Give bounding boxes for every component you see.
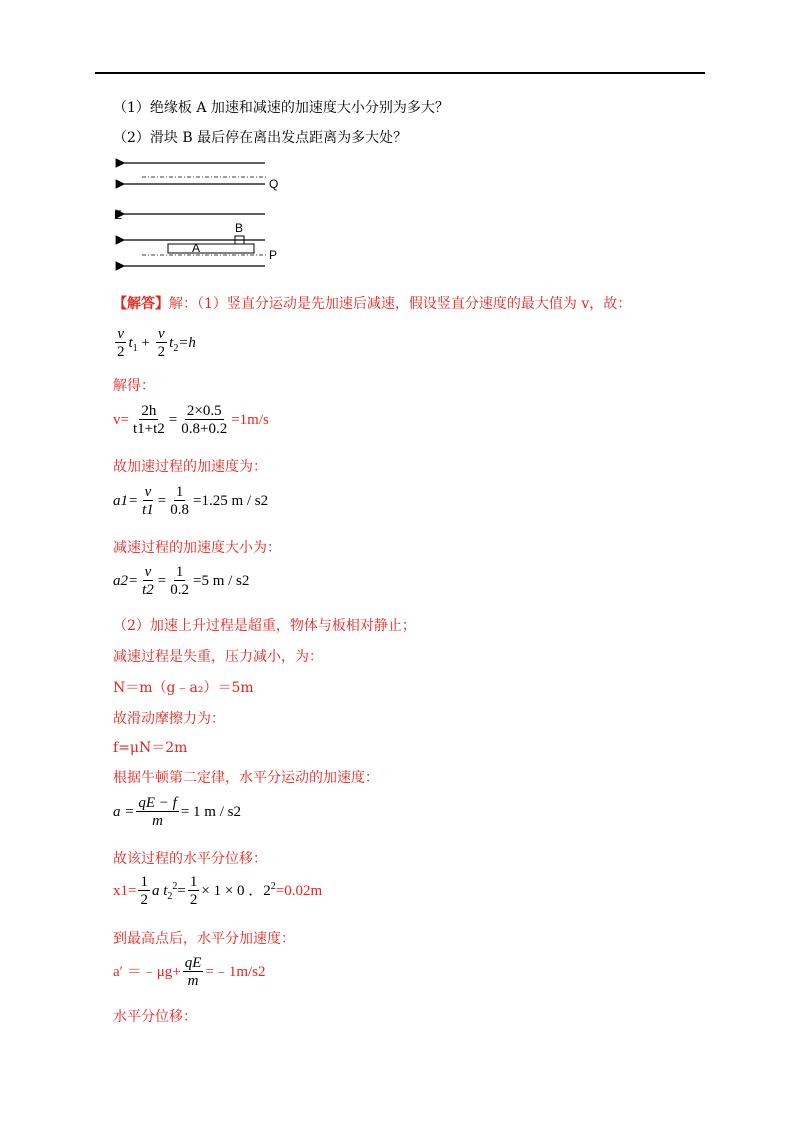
- question-2: （2）滑块 B 最后停在离出发点距离为多大处？: [113, 130, 408, 146]
- plate-a: [168, 244, 254, 253]
- answer-intro-line: [113, 295, 631, 313]
- horiz-label: 水平分位移：: [113, 1009, 197, 1025]
- decel-label: 减速过程的加速度大小为：: [113, 540, 281, 556]
- equation-7: a′ ＝﹣μg+ $\frac{qE}{m}$ =﹣1m/s2: [113, 955, 266, 989]
- decel-weight: 减速过程是失重，压力减小，为：: [113, 649, 323, 665]
- friction-value: f=μN＝2m: [113, 740, 188, 756]
- label-b: B: [235, 221, 244, 235]
- accel-label: 故加速过程的加速度为：: [113, 459, 267, 475]
- header-rule: [95, 72, 705, 74]
- label-q: Q: [269, 177, 279, 191]
- equation-3: a1= $\frac{v}{t1}$ = $\frac{1}{0.8}$ =1.25 m / s2: [113, 484, 269, 518]
- equation-2: v= $\frac{2h}{t1+t2}$ = $\frac{2\times 0.5}{0.8+0.2}$ =1m/s: [113, 403, 269, 437]
- equation-5: a = $\frac{qE - f}{m}$ = 1 m / s2: [113, 795, 241, 829]
- equation-6: x1= $\frac{1}{2}$ a $t_2^2=$ $\frac{1}{2}$ × 1 × 0 ．$2^2=0.02m$: [113, 874, 323, 908]
- top-label: 到最高点后，水平分加速度：: [113, 931, 295, 947]
- label-a: A: [192, 241, 201, 255]
- label-e: E: [114, 208, 123, 222]
- field-diagram: [112, 155, 287, 275]
- equation-1: $\frac{v}{2}$ $t_1$ + $\frac{v}{2}$ $t_2=h$: [117, 326, 196, 360]
- friction-label: 故滑动摩擦力为：: [113, 711, 225, 727]
- answer-tag: 【解答】: [113, 296, 169, 312]
- equation-4: a2= $\frac{v}{t2}$ = $\frac{1}{0.2}$ =5 m / s2: [113, 564, 250, 598]
- question-1: （1）绝缘板 A 加速和减速的加速度大小分别为多大？: [113, 100, 449, 116]
- normal-force: N＝m（g﹣a₂）＝5m: [113, 680, 254, 696]
- solve-label: 解得：: [113, 378, 155, 394]
- part-2: （2）加速上升过程是超重，物体与板相对静止；: [113, 618, 416, 634]
- answer-intro: 解：（1）竖直分运动是先加速后减速，假设竖直分速度的最大值为 v，故：: [169, 296, 632, 312]
- label-p: P: [269, 248, 278, 262]
- disp-label: 故该过程的水平分位移：: [113, 851, 267, 867]
- newton-label: 根据牛顿第二定律，水平分运动的加速度：: [113, 770, 379, 786]
